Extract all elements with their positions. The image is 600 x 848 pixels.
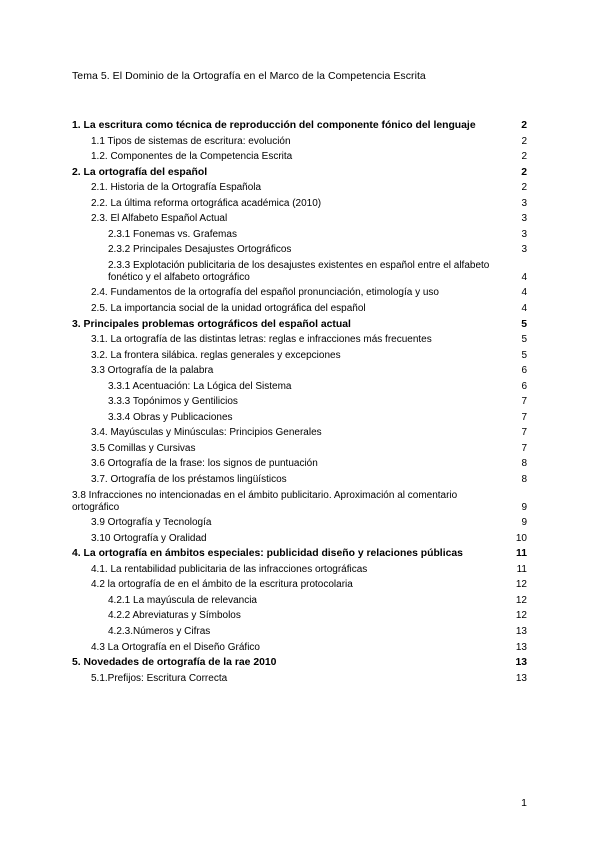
toc-entry[interactable] — [72, 490, 527, 514]
toc-entry-page: 3 — [521, 213, 527, 225]
toc-entry-page: 13 — [515, 657, 527, 669]
toc-entry[interactable] — [72, 287, 527, 299]
toc-entry-page: 10 — [515, 532, 527, 544]
toc-entry-page: 5 — [521, 349, 527, 361]
toc-entry[interactable] — [72, 579, 527, 591]
toc-entry-page: 2 — [521, 182, 527, 194]
toc-entry-title: 2.3.2 Principales Desajustes Ortográficos — [108, 244, 292, 256]
toc-entry[interactable] — [72, 548, 527, 560]
toc-entry[interactable] — [72, 564, 527, 576]
toc-entry[interactable] — [72, 260, 527, 284]
toc-entry-title: 1.1 Tipos de sistemas de escritura: evolución — [91, 135, 291, 147]
toc-entry-page: 12 — [515, 610, 527, 622]
toc-entry-title: 4. La ortografía en ámbitos especiales: publicidad diseño y relaciones públicas — [72, 548, 463, 560]
toc-entry-title: 3.10 Ortografía y Oralidad — [91, 532, 207, 544]
toc-entry[interactable] — [72, 657, 527, 669]
toc-entry-page: 13 — [515, 672, 527, 684]
toc-entry[interactable] — [72, 412, 527, 424]
table-of-contents — [72, 120, 527, 688]
toc-entry-title: 3.2. La frontera silábica. reglas generales y excepciones — [91, 349, 341, 361]
toc-entry-page: 4 — [521, 271, 527, 283]
toc-entry-title: 5. Novedades de ortografía de la rae 2010 — [72, 657, 277, 669]
toc-entry-page: 2 — [521, 166, 527, 178]
toc-entry[interactable] — [72, 673, 527, 685]
toc-entry-page: 6 — [521, 380, 527, 392]
toc-entry-title: 4.2 la ortografía de en el ámbito de la escritura protocolaria — [91, 579, 353, 591]
toc-entry[interactable] — [72, 319, 527, 331]
toc-entry-title: 3.3 Ortografía de la palabra — [91, 365, 214, 377]
toc-entry[interactable] — [72, 120, 527, 132]
toc-entry[interactable] — [72, 213, 527, 225]
toc-entry[interactable] — [72, 167, 527, 179]
toc-entry[interactable] — [72, 244, 527, 256]
toc-entry-page: 11 — [516, 563, 527, 575]
toc-entry-title: 3.3.4 Obras y Publicaciones — [108, 411, 233, 423]
toc-entry-page: 4 — [521, 303, 527, 315]
toc-entry[interactable] — [72, 365, 527, 377]
toc-entry-title: 4.3 La Ortografía en el Diseño Gráfico — [91, 641, 260, 653]
toc-entry[interactable] — [72, 427, 527, 439]
toc-entry-page: 5 — [521, 334, 527, 346]
toc-entry[interactable] — [72, 595, 527, 607]
toc-entry[interactable] — [72, 474, 527, 486]
toc-entry-title: 3.1. La ortografía de las distintas letras: reglas e infracciones más frecuentes — [91, 334, 432, 346]
toc-entry-page: 7 — [521, 442, 527, 454]
toc-entry-title: 2.3. El Alfabeto Español Actual — [91, 213, 228, 225]
toc-entry-title: 5.1.Prefijos: Escritura Correcta — [91, 672, 228, 684]
toc-entry-title: 4.1. La rentabilidad publicitaria de las infracciones ortográficas — [91, 563, 368, 575]
toc-entry-title: 4.2.2 Abreviaturas y Símbolos — [108, 610, 241, 622]
toc-entry-page: 5 — [521, 318, 527, 330]
toc-entry[interactable] — [72, 642, 527, 654]
toc-entry[interactable] — [72, 334, 527, 346]
toc-entry-page: 12 — [515, 579, 527, 591]
toc-entry[interactable] — [72, 136, 527, 148]
toc-entry-title: 4.2.3.Números y Cifras — [108, 625, 211, 637]
toc-entry-title: 2.3.3 Explotación publicitaria de los desajustes existentes en español entre el alfabeto fonético y el alfabeto ortográfico — [108, 259, 490, 283]
toc-entry-page: 13 — [515, 641, 527, 653]
toc-entry-title: 3.3.3 Topónimos y Gentilicios — [108, 396, 238, 408]
toc-entry[interactable] — [72, 350, 527, 362]
toc-entry-title: 3.6 Ortografía de la frase: los signos de puntuación — [91, 458, 318, 470]
toc-entry-page: 7 — [521, 396, 527, 408]
toc-entry-page: 9 — [521, 501, 527, 513]
toc-entry-page: 3 — [521, 228, 527, 240]
toc-entry[interactable] — [72, 303, 527, 315]
toc-entry-page: 2 — [521, 151, 527, 163]
toc-entry-title: 2.2. La última reforma ortográfica académica (2010) — [91, 197, 322, 209]
toc-entry-page: 6 — [521, 365, 527, 377]
toc-entry-title: 3.3.1 Acentuación: La Lógica del Sistema — [108, 380, 292, 392]
toc-entry-page: 11 — [516, 548, 527, 560]
toc-entry-title: 1. La escritura como técnica de reproducción del componente fónico del lenguaje — [72, 120, 476, 131]
page-number: 1 — [521, 797, 527, 809]
toc-entry-page: 2 — [521, 135, 527, 147]
toc-entry-title: 3.9 Ortografía y Tecnología — [91, 517, 212, 529]
toc-entry-title: 2.3.1 Fonemas vs. Grafemas — [108, 228, 237, 240]
toc-entry-page: 2 — [521, 120, 527, 131]
toc-entry-title: 2.4. Fundamentos de la ortografía del español pronunciación, etimología y uso — [91, 287, 439, 299]
toc-entry[interactable] — [72, 381, 527, 393]
toc-entry-title: 3. Principales problemas ortográficos del español actual — [72, 318, 351, 330]
toc-entry[interactable] — [72, 443, 527, 455]
toc-entry-title: 1.2. Componentes de la Competencia Escrita — [91, 151, 293, 163]
toc-entry-title: 2.1. Historia de la Ortografía Española — [91, 182, 262, 194]
toc-entry-page: 8 — [521, 474, 527, 486]
toc-entry[interactable] — [72, 182, 527, 194]
toc-entry[interactable] — [72, 151, 527, 163]
toc-entry-page: 13 — [515, 625, 527, 637]
toc-entry[interactable] — [72, 396, 527, 408]
toc-entry-page: 12 — [515, 594, 527, 606]
toc-entry-title: 4.2.1 La mayúscula de relevancia — [108, 594, 257, 606]
document-title: Tema 5. El Dominio de la Ortografía en el Marco de la Competencia Escrita — [72, 70, 426, 82]
toc-entry-title: 3.8 Infracciones no intencionadas en el ámbito publicitario. Aproximación al comentario ortográfico — [72, 489, 458, 513]
toc-entry[interactable] — [72, 458, 527, 470]
toc-entry-page: 7 — [521, 427, 527, 439]
toc-entry-page: 8 — [521, 458, 527, 470]
toc-entry-page: 7 — [521, 411, 527, 423]
toc-entry-title: 2.5. La importancia social de la unidad ortográfica del español — [91, 303, 366, 315]
toc-entry-page: 3 — [521, 244, 527, 256]
toc-entry-title: 3.4. Mayúsculas y Minúsculas: Principios Generales — [91, 427, 322, 439]
toc-entry-page: 3 — [521, 197, 527, 209]
toc-entry[interactable] — [72, 198, 527, 210]
toc-entry-title: 2. La ortografía del español — [72, 166, 208, 178]
toc-entry-title: 3.5 Comillas y Cursivas — [91, 442, 196, 454]
toc-entry[interactable] — [72, 229, 527, 241]
toc-entry[interactable] — [72, 626, 527, 638]
toc-entry-title: 3.7. Ortografía de los préstamos lingüísticos — [91, 474, 287, 486]
toc-entry-page: 9 — [521, 517, 527, 529]
toc-entry[interactable] — [72, 610, 527, 622]
toc-entry[interactable] — [72, 533, 527, 545]
toc-entry-page: 4 — [521, 287, 527, 299]
toc-entry[interactable] — [72, 517, 527, 529]
